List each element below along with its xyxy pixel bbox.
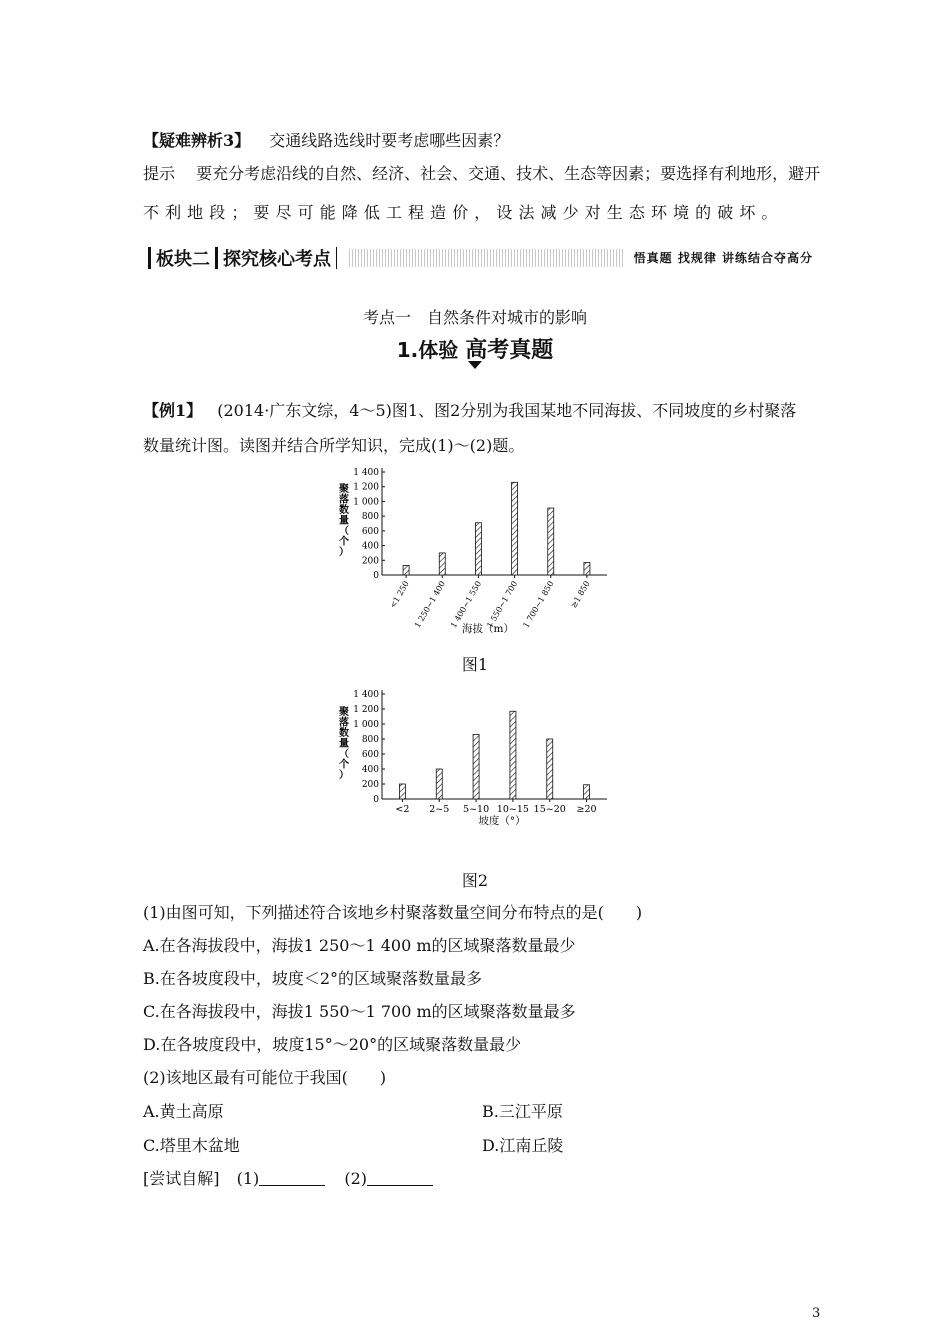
sub-heading-main: 高考真题 [465,338,554,363]
chart-altitude [330,462,620,642]
y-tick-label: 600 [361,750,379,760]
bar [547,739,553,799]
answer-line [143,1166,433,1189]
y-tick-label: 800 [361,512,379,523]
answer-part-2: (2) [344,1169,368,1188]
q1-option-d: D.在各坡度段中，坡度15°～20°的区域聚落数量最少 [143,1035,522,1054]
q2-option-b: B.三江平原 [482,1102,563,1121]
section-title: 考点一 自然条件对城市的影响 [362,308,587,327]
bar [584,562,590,575]
sub-heading-prefix: 1.体验 [396,338,459,362]
banner-slogan: 悟真题 找规律 讲练结合夺高分 [624,248,815,268]
q1-option-a: A.在各海拔段中，海拔1 250～1 400 m的区域聚落数量最少 [143,936,576,955]
x-tick-label: 1 400~1 550 [449,579,484,630]
banner-part2: 探究核心考点 [223,249,331,270]
x-tick-label: ≥1 850 [569,579,592,610]
bar [512,482,518,575]
banner-bar [215,247,218,269]
answer-label: [尝试自解] [143,1169,220,1188]
y-tick-label: 1 400 [353,690,379,700]
x-tick-label: 2~5 [429,804,450,815]
q1-option-c: C.在各海拔段中，海拔1 550～1 700 m的区域聚落数量最多 [143,1002,576,1021]
bar [436,769,442,799]
q1-option-b: B.在各坡度段中，坡度＜2°的区域聚落数量最多 [143,969,483,988]
x-tick-label: 5~10 [463,804,490,815]
y-tick-label: 1 200 [353,482,379,493]
banner-bar [336,247,337,269]
banner-part1: 板块二 [156,249,210,270]
y-tick-label: 200 [361,556,379,567]
x-tick-label: <2 [395,804,410,815]
q1-stem: (1)由图可知，下列描述符合该地乡村聚落数量空间分布特点的是( ) [143,903,643,922]
chart2-caption: 图2 [461,871,489,890]
page-number: 3 [812,1306,821,1321]
example-text-1: (2014·广东文综，4～5)图1、图2分别为我国某地不同海拔、不同坡度的乡村聚落 [217,401,797,420]
bar [439,553,445,575]
chart-slope [330,686,620,836]
x-tick-label: ≥20 [576,804,597,815]
bar [403,565,409,575]
x-tick-label: 10~15 [496,804,529,815]
q2-stem: (2)该地区最有可能位于我国( ) [143,1068,387,1087]
x-tick-label: <1 250 [388,579,411,610]
sub-heading [0,333,950,364]
q2-option-a: A.黄土高原 [143,1102,224,1121]
y-tick-label: 800 [361,735,379,745]
answer-blank-2[interactable] [367,1171,433,1186]
answer-part-1: (1) [236,1169,260,1188]
q2-option-c: C.塔里木盆地 [143,1136,240,1155]
y-axis-label: 聚落数量（个） [339,484,349,558]
example-line-2: 数量统计图。读图并结合所学知识，完成(1)～(2)题。 [143,436,525,455]
y-tick-label: 0 [373,795,379,805]
y-tick-label: 1 000 [353,497,379,508]
y-tick-label: 600 [361,526,379,537]
y-tick-label: 0 [373,571,379,581]
triangle-down-icon [468,361,482,369]
question-tag: 【疑难辨析3】 [143,131,251,150]
bar [475,523,481,575]
question-label [143,128,509,151]
y-tick-label: 1 400 [353,468,379,478]
answer-blank-1[interactable] [259,1171,325,1186]
y-tick-label: 1 200 [353,705,379,715]
bar [584,785,590,799]
x-axis-label: 坡度（°） [478,815,526,827]
bar [510,711,516,799]
hint-text-1: 要充分考虑沿线的自然、经济、社会、交通、技术、生态等因素；要选择有利地形，避开 [196,164,821,183]
x-axis-label: 海拔（m） [462,623,514,635]
hint-line-1 [143,161,820,184]
x-tick-label: 1 550~1 700 [485,579,520,630]
banner-bar [148,247,151,269]
banner-title [143,244,348,272]
question-text: 交通线路选线时要考虑哪些因素？ [269,131,510,150]
example-line-1 [143,398,796,421]
chart1-caption: 图1 [461,655,489,674]
y-tick-label: 200 [361,780,379,790]
bar [399,784,405,799]
example-label: 【例1】 [143,401,203,420]
hint-label: 提示 [143,164,176,183]
x-tick-label: 1 250~1 400 [412,579,447,630]
x-tick-label: 1 700~1 850 [521,579,556,630]
x-tick-label: 15~20 [533,804,566,815]
y-tick-label: 1 000 [353,720,379,730]
q2-option-d: D.江南丘陵 [482,1136,564,1155]
bar [473,735,479,800]
y-axis-label: 聚落数量（个） [339,707,349,781]
y-tick-label: 400 [361,765,379,775]
section-banner [143,244,815,272]
hint-line-2: 不 利 地 段 ； 要 尽 可 能 降 低 工 程 造 价 ， 设 法 减 少 对 生 态 环 境 的 破 坏 。 [143,203,778,222]
y-tick-label: 400 [361,541,379,552]
bar [548,508,554,575]
